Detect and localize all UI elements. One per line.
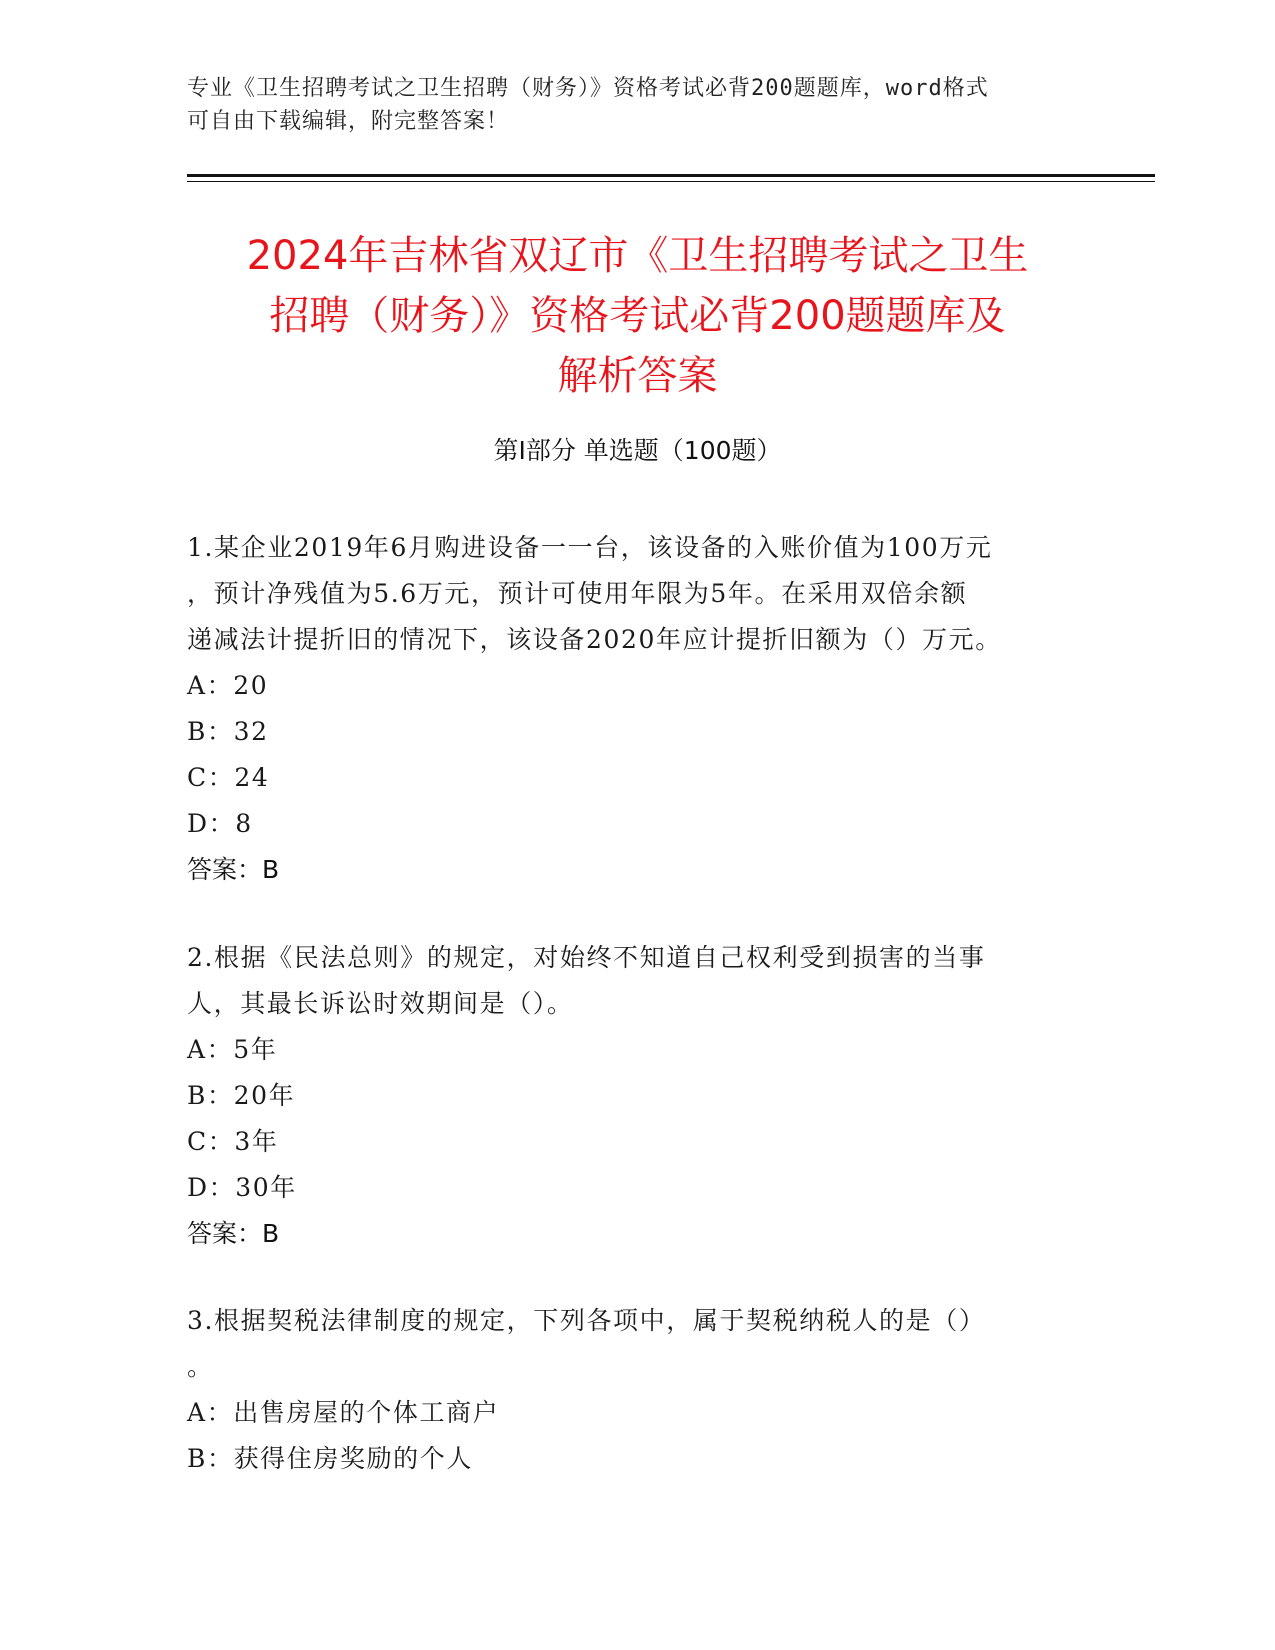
question-stem-line: 1.某企业2019年6月购进设备一一台，该设备的入账价值为100万元: [187, 533, 993, 562]
answer-line: 答案：B: [187, 855, 280, 884]
option-a: A：出售房屋的个体工商户: [187, 1398, 500, 1427]
title-line-2: 招聘（财务）》资格考试必背200题题库及: [269, 293, 1006, 339]
question-3: [187, 1298, 1087, 1482]
question-stem-line: 2.根据《民法总则》的规定，对始终不知道自己权利受到损害的当事: [187, 943, 986, 972]
option-b: B：20年: [187, 1081, 296, 1110]
question-stem: [187, 525, 1087, 663]
section-heading: 第Ⅰ部分 单选题（100题）: [493, 436, 782, 465]
question-stem-line: 递减法计提折旧的情况下，该设备2020年应计提折旧额为（）万元。: [187, 625, 1002, 654]
option-a: A：5年: [187, 1035, 278, 1064]
question-stem-line: 3.根据契税法律制度的规定，下列各项中，属于契税纳税人的是（）: [187, 1306, 986, 1335]
option-d: D：8: [187, 809, 253, 838]
option-d: D：30年: [187, 1173, 297, 1202]
question-stem: [187, 1298, 1087, 1390]
question-2: [187, 935, 1087, 1257]
option-b: B：32: [187, 717, 269, 746]
option-c: C：3年: [187, 1127, 279, 1156]
question-stem-line: ，预计净残值为5.6万元，预计可使用年限为5年。在采用双倍余额: [187, 579, 968, 608]
title-line-3: 解析答案: [557, 353, 718, 399]
question-stem-line: 。: [187, 1352, 214, 1381]
header-rule-thick: [187, 174, 1155, 177]
question-stem: [187, 935, 1087, 1027]
document-header-note: [187, 72, 1067, 138]
header-rule-thin: [187, 181, 1155, 182]
question-stem-line: 人，其最长诉讼时效期间是（）。: [187, 989, 574, 1018]
option-c: C：24: [187, 763, 270, 792]
answer-line: 答案：B: [187, 1219, 280, 1248]
option-a: A：20: [187, 671, 269, 700]
document-title: [150, 226, 1125, 406]
question-1: [187, 525, 1087, 893]
header-note-line-2: 可自由下载编辑，附完整答案！: [187, 109, 510, 134]
header-note-line-1: 专业《卫生招聘考试之卫生招聘（财务）》资格考试必背200题题库，word格式: [187, 76, 989, 101]
option-b: B：获得住房奖励的个人: [187, 1444, 473, 1473]
title-line-1: 2024年吉林省双辽市《卫生招聘考试之卫生: [246, 233, 1029, 279]
